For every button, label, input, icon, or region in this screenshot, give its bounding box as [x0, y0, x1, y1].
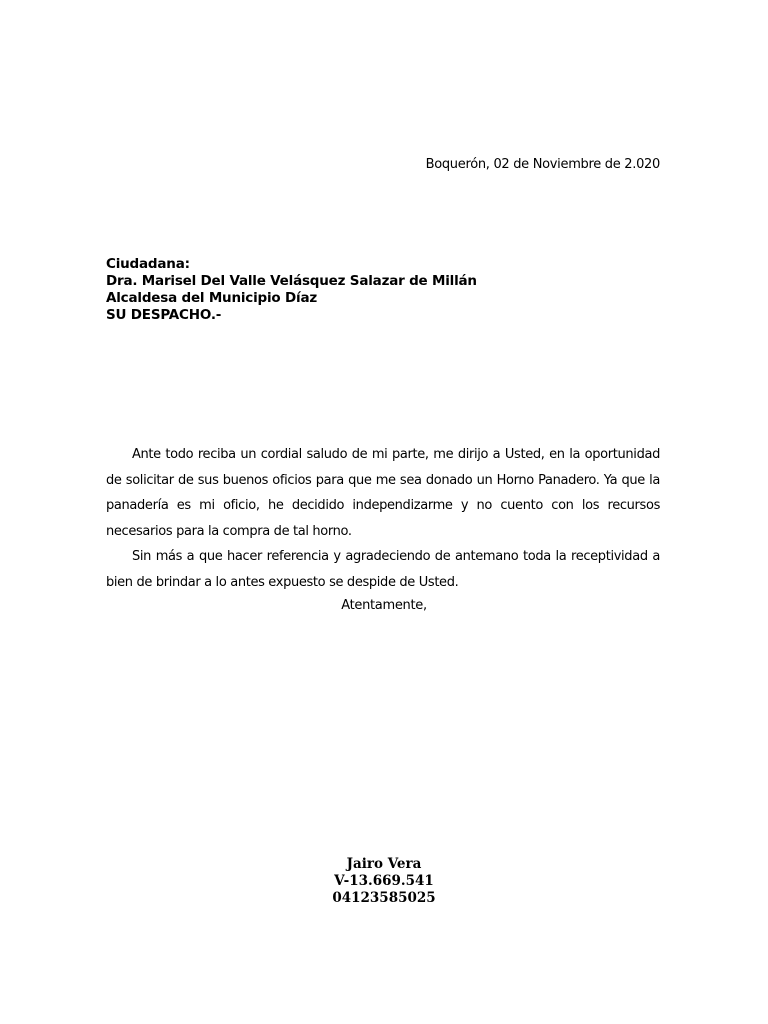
signature-name: Jairo Vera [346, 856, 422, 872]
signature-id-number: V-13.669.541 [334, 873, 434, 889]
recipient-salutation: Ciudadana: [106, 256, 190, 272]
letter-body [106, 442, 660, 595]
body-paragraph: Sin más a que hacer referencia y agradeciendo de antemano toda la receptividad a bien de brindar a lo antes expuesto se despide de Usted. [106, 549, 660, 590]
signature-block [0, 856, 768, 907]
recipient-name: Dra. Marisel Del Valle Velásquez Salazar de Millán [106, 273, 477, 289]
signature-phone: 04123585025 [332, 890, 436, 906]
recipient-office: SU DESPACHO.- [106, 307, 222, 323]
date-line: Boquerón, 02 de Noviembre de 2.020 [425, 157, 660, 172]
recipient-position: Alcaldesa del Municipio Díaz [106, 290, 318, 306]
closing-line: Atentamente, [341, 598, 427, 613]
body-paragraph: Ante todo reciba un cordial saludo de mi parte, me dirijo a Usted, en la oportunidad de solicitar de sus buenos oficios para que me sea donado un Horno Panadero. Ya que la panadería es mi oficio, he decidido independizarme y no cuento con los recursos necesarios para la compra de tal horno. [106, 447, 660, 539]
recipient-block [106, 256, 477, 324]
